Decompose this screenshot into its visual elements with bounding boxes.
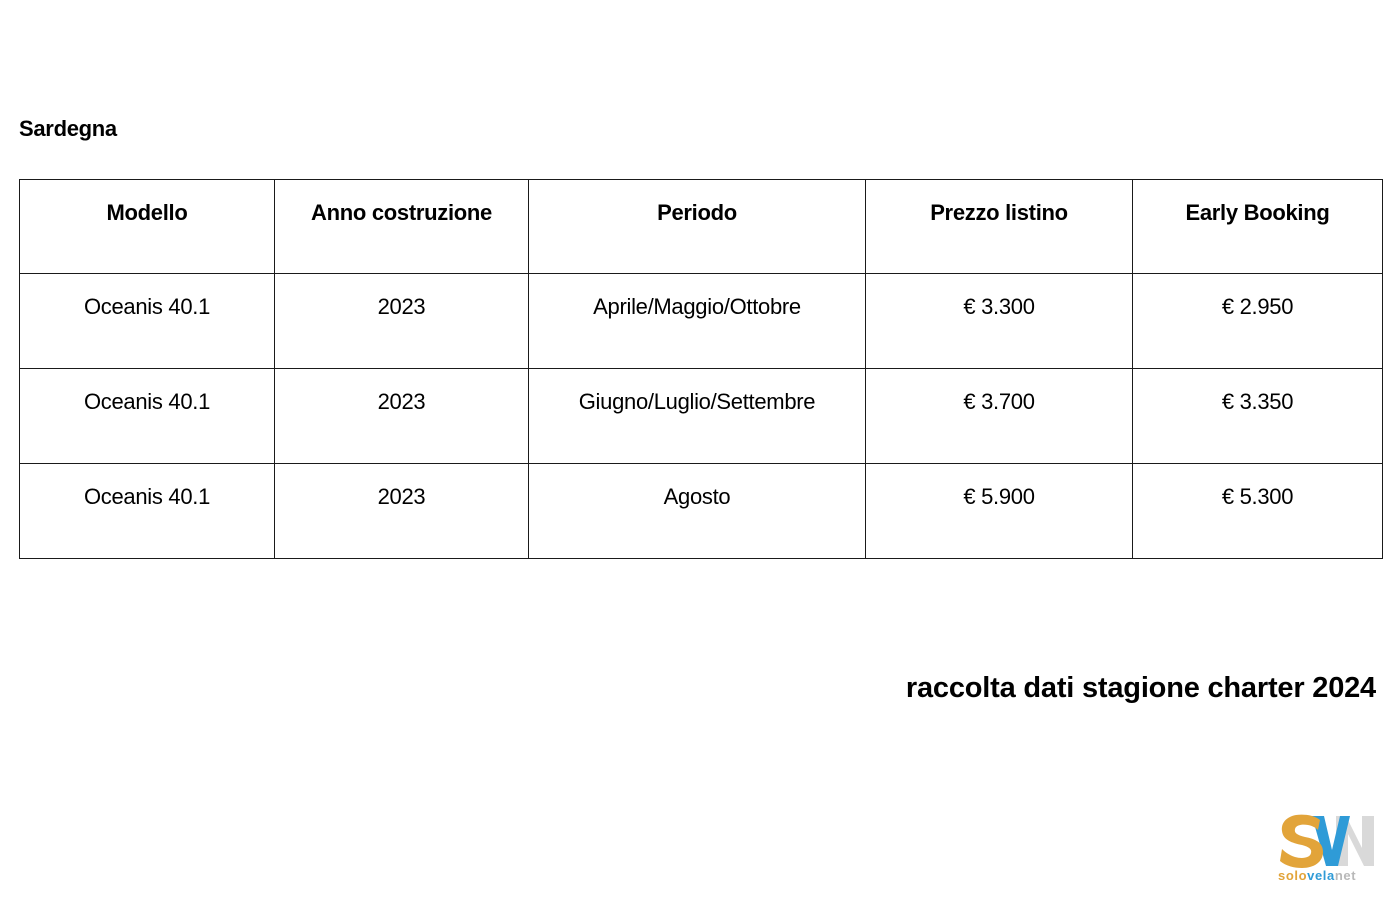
cell-prezzo-listino: € 3.700 bbox=[866, 369, 1133, 464]
cell-modello: Oceanis 40.1 bbox=[20, 464, 275, 559]
svn-logo-mark-icon bbox=[1278, 812, 1378, 870]
header-prezzo-listino: Prezzo listino bbox=[866, 180, 1133, 274]
cell-anno: 2023 bbox=[275, 464, 529, 559]
table-row bbox=[20, 464, 1383, 559]
header-periodo: Periodo bbox=[529, 180, 866, 274]
table-row bbox=[20, 274, 1383, 369]
header-modello: Modello bbox=[20, 180, 275, 274]
cell-modello: Oceanis 40.1 bbox=[20, 274, 275, 369]
solovela-logo bbox=[1276, 812, 1380, 884]
table-row bbox=[20, 369, 1383, 464]
header-anno-costruzione: Anno costruzione bbox=[275, 180, 529, 274]
header-early-booking: Early Booking bbox=[1133, 180, 1383, 274]
cell-early-booking: € 5.300 bbox=[1133, 464, 1383, 559]
footer-caption: raccolta dati stagione charter 2024 bbox=[905, 672, 1376, 704]
cell-periodo: Aprile/Maggio/Ottobre bbox=[529, 274, 866, 369]
cell-periodo: Giugno/Luglio/Settembre bbox=[529, 369, 866, 464]
cell-anno: 2023 bbox=[275, 274, 529, 369]
charter-price-table bbox=[19, 179, 1383, 559]
cell-prezzo-listino: € 5.900 bbox=[866, 464, 1133, 559]
cell-prezzo-listino: € 3.300 bbox=[866, 274, 1133, 369]
cell-modello: Oceanis 40.1 bbox=[20, 369, 275, 464]
region-title: Sardegna bbox=[19, 116, 117, 141]
cell-periodo: Agosto bbox=[529, 464, 866, 559]
table-header-row bbox=[20, 180, 1383, 274]
cell-anno: 2023 bbox=[275, 369, 529, 464]
logo-wordmark: solovelanet bbox=[1278, 868, 1357, 883]
cell-early-booking: € 2.950 bbox=[1133, 274, 1383, 369]
cell-early-booking: € 3.350 bbox=[1133, 369, 1383, 464]
